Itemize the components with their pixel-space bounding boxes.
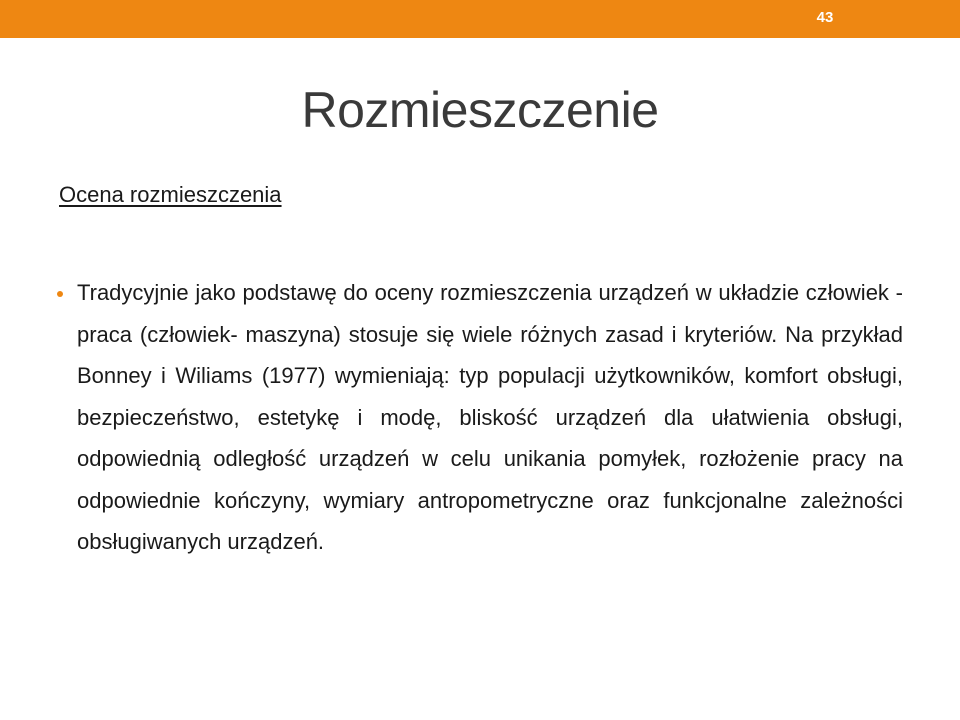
slide-number: 43 xyxy=(816,9,834,26)
bullet-dot-icon xyxy=(57,291,63,297)
slide-title: Rozmieszczenie xyxy=(301,82,659,138)
slide-subheading: Ocena rozmieszczenia xyxy=(59,182,282,207)
bullet-text: Tradycyjnie jako podstawę do oceny rozmieszczenia urządzeń w układzie człowiek - praca (człowiek- maszyna) stosuje się wiele różnych zasad i kryteriów. Na przykład Bonney i Wiliams (1977) wymieniają: typ populacji użytkowników, komfort obsługi, bezpieczeństwo, estetykę i modę, bliskość urządzeń dla ułatwienia obsługi, odpowiednią odległość urządzeń w celu unikania pomyłek, rozłożenie pracy na odpowiednie kończyny, wymiary antropometryczne oraz funkcjonalne zależności obsługiwanych urządzeń. xyxy=(77,280,903,554)
